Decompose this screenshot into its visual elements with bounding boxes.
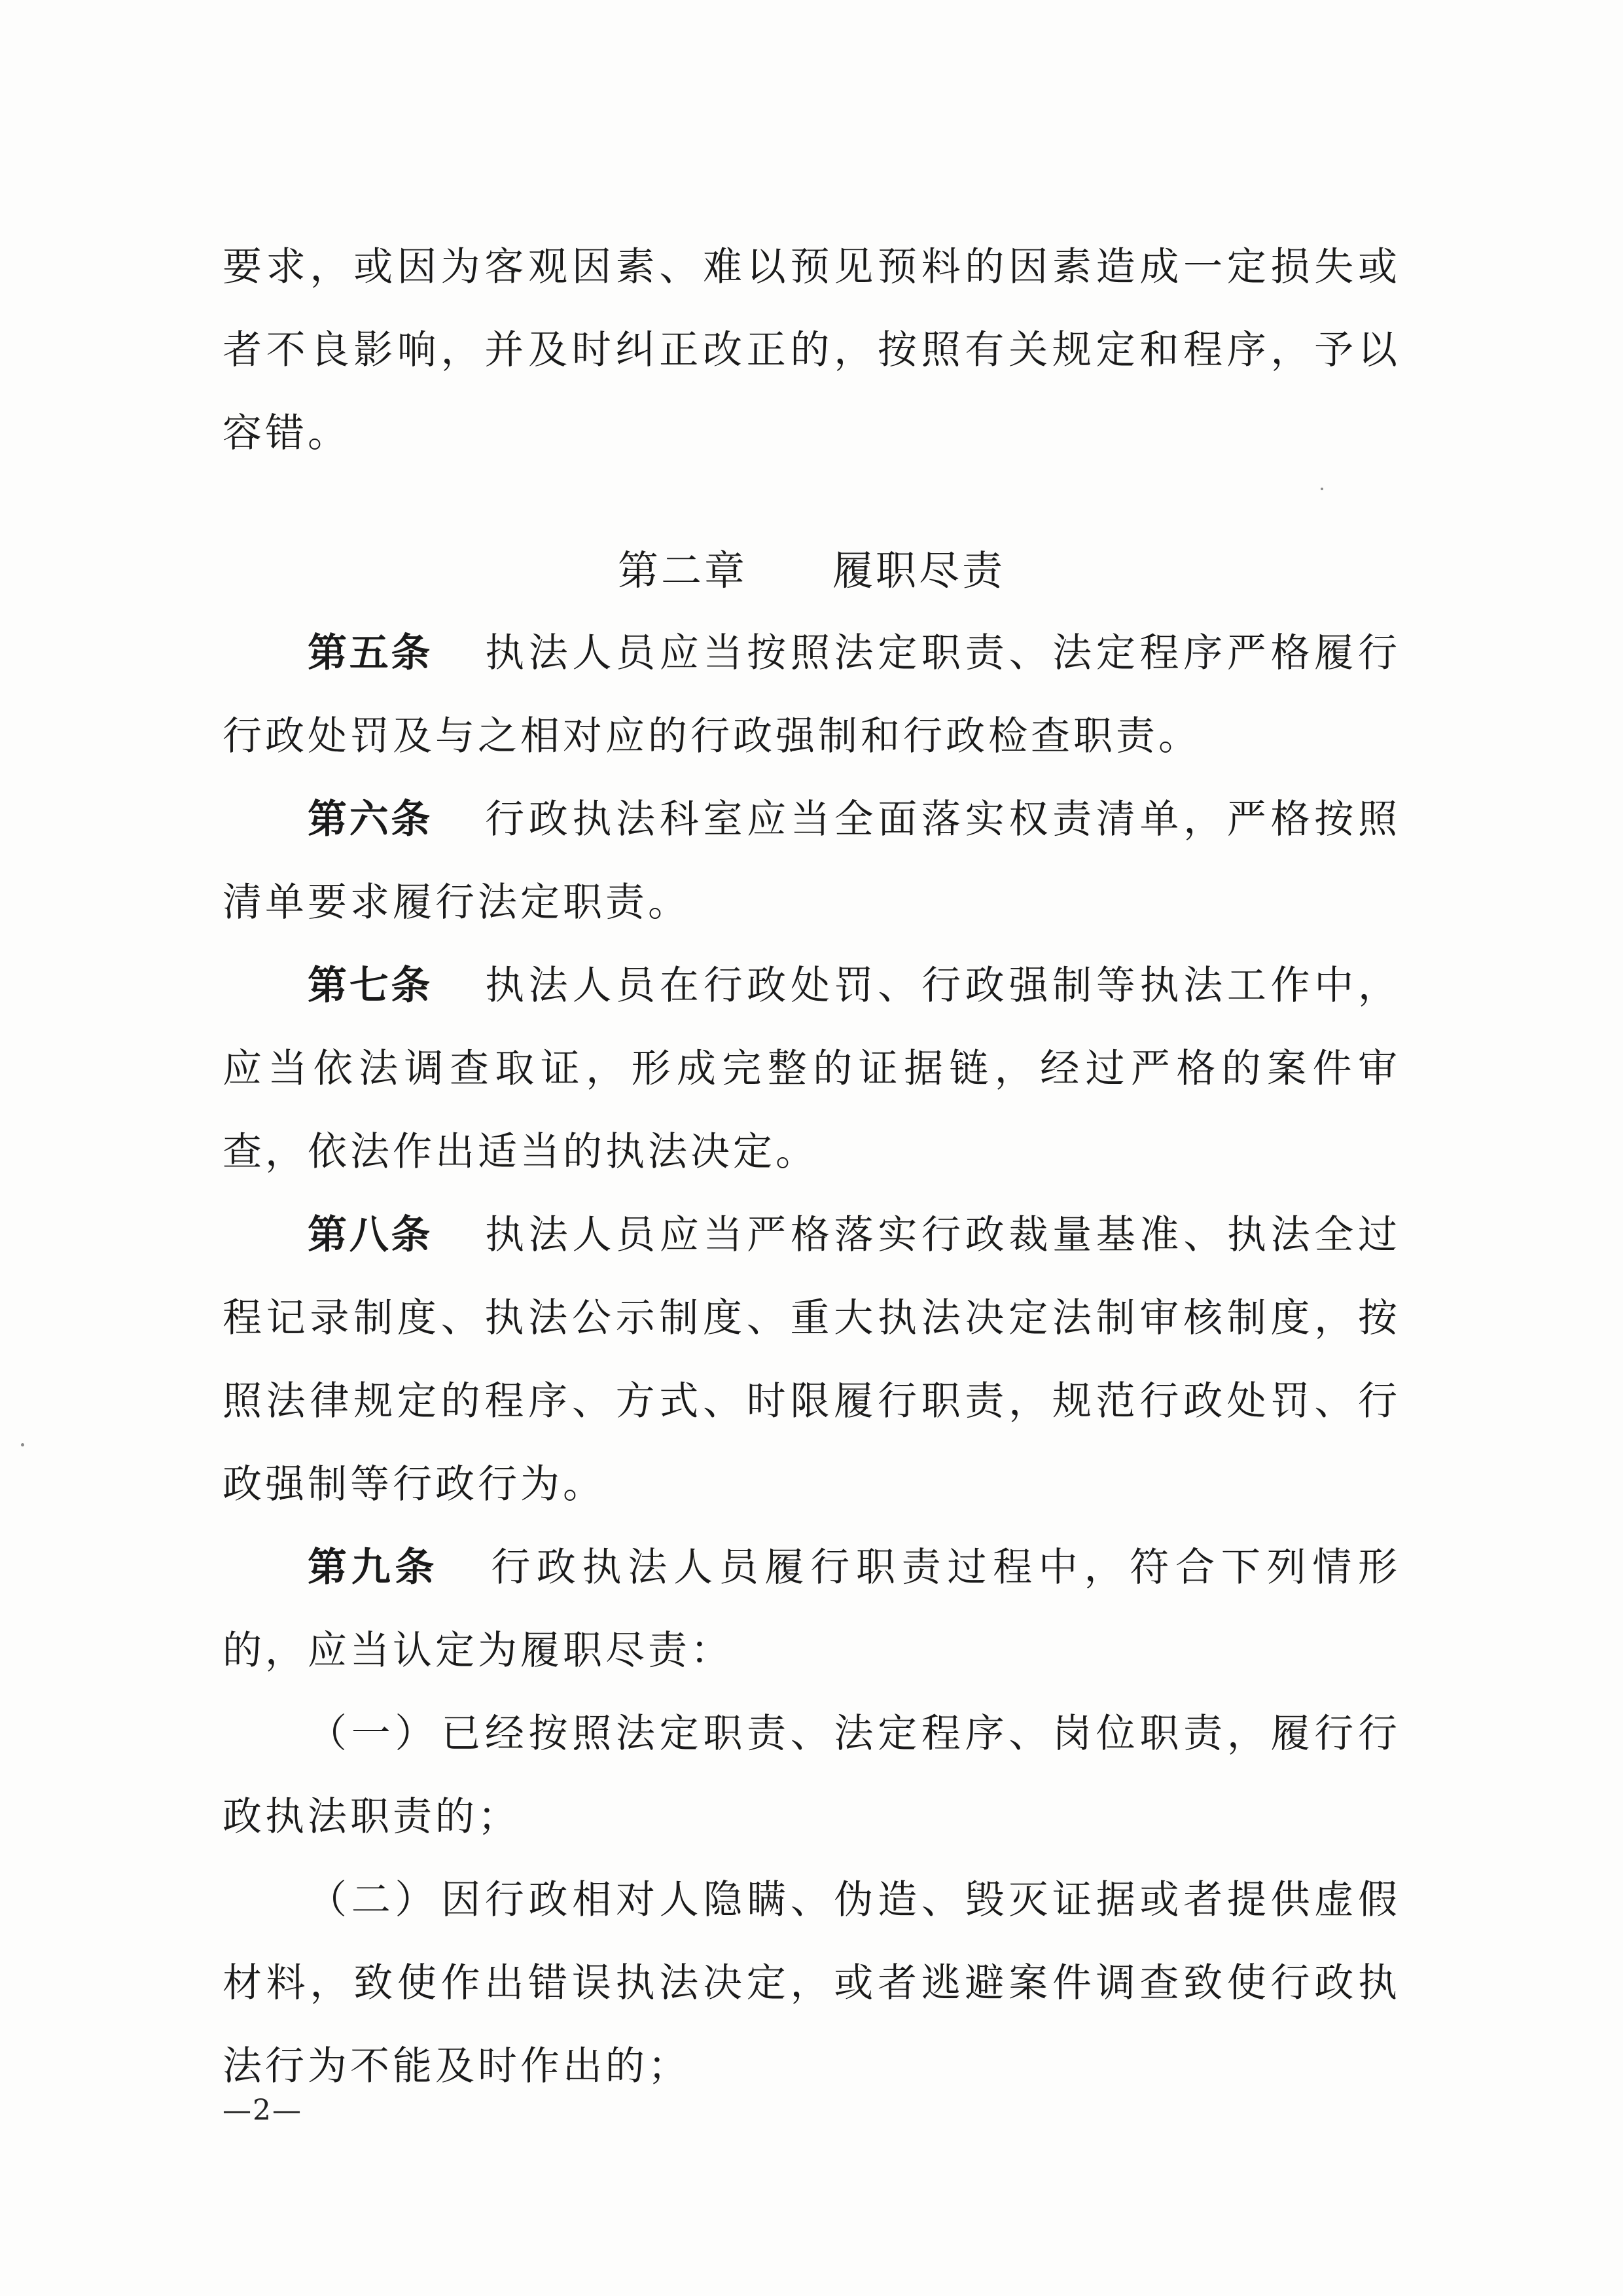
article-text: 执法人员在行政处罚、行政强制等执法工作中，应当依法调查取证，形成完整的证据链，经过严格的案件审查，依法作出适当的执法决定。 xyxy=(223,963,1401,1175)
list-item-2 xyxy=(223,1859,1400,2108)
article-text: 执法人员应当严格落实行政裁量基准、执法全过程记录制度、执法公示制度、重大执法决定法制审核制度，按照法律规定的程序、方式、时限履行职责，规范行政处罚、行政强制等行政行为。 xyxy=(223,1212,1401,1507)
scan-speck xyxy=(21,1443,24,1446)
article-text: 行政执法人员履行职责过程中，符合下列情形的，应当认定为履职尽责： xyxy=(223,1545,1401,1674)
article-6 xyxy=(223,778,1400,944)
article-7 xyxy=(223,944,1400,1194)
chapter-title: 履职尽责 xyxy=(832,547,1006,594)
article-text: 行政执法科室应当全面落实权责清单，严格按照清单要求履行法定职责。 xyxy=(223,797,1401,925)
item-text: 已经按照法定职责、法定程序、岗位职责，履行行政执法职责的； xyxy=(223,1711,1400,1840)
article-text: 执法人员应当按照法定职责、法定程序严格履行行政处罚及与之相对应的行政强制和行政检查职责。 xyxy=(223,630,1401,759)
intro-paragraph: 要求，或因为客观因素、难以预见预料的因素造成一定损失或者不良影响，并及时纠正改正的，按照有关规定和程序，予以容错。 xyxy=(223,244,1400,456)
article-8 xyxy=(223,1194,1400,1526)
article-number: 第六条 xyxy=(308,797,433,842)
scan-speck xyxy=(1321,488,1323,490)
item-number: （二） xyxy=(308,1877,439,1923)
article-number: 第七条 xyxy=(308,963,433,1009)
list-item-1 xyxy=(223,1693,1400,1859)
item-text: 因行政相对人隐瞒、伪造、毁灭证据或者提供虚假材料，致使作出错误执法决定，或者逃避案件调查致使行政执法行为不能及时作出的； xyxy=(223,1877,1400,2089)
article-number: 第八条 xyxy=(308,1212,433,1258)
page-number: —2— xyxy=(223,2094,302,2127)
article-number: 第九条 xyxy=(308,1545,439,1590)
item-number: （一） xyxy=(308,1711,439,1757)
article-9 xyxy=(223,1526,1400,1693)
article-number: 第五条 xyxy=(308,630,433,676)
chapter-heading xyxy=(223,529,1400,612)
intro-block xyxy=(223,226,1400,475)
article-5 xyxy=(223,612,1400,778)
articles-block xyxy=(223,612,1400,2108)
chapter-number: 第二章 xyxy=(617,547,747,594)
